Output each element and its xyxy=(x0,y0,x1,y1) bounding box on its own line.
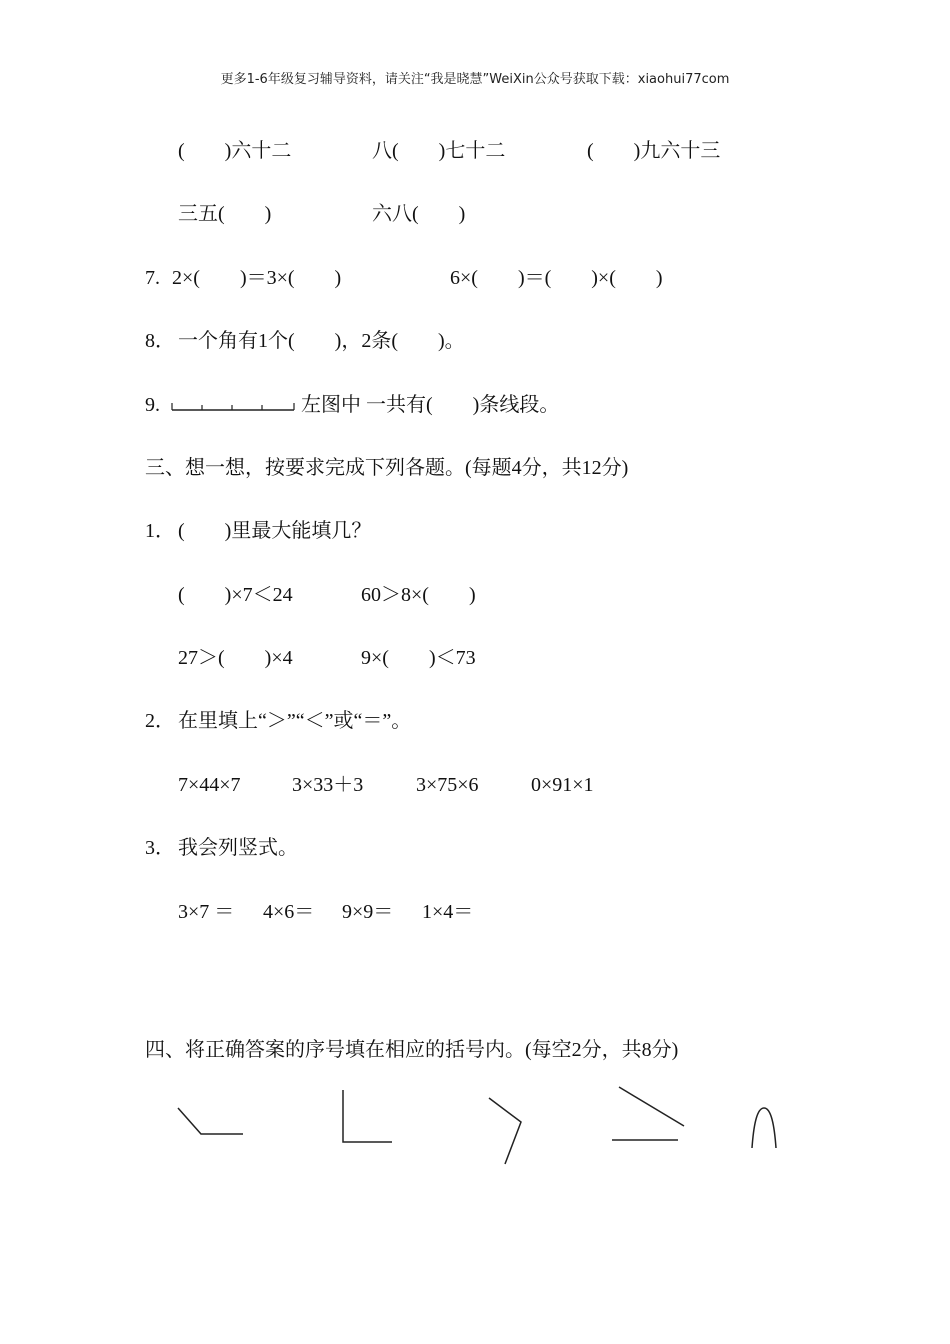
question-8-text: 一个角有1个( )，2条( )。 xyxy=(178,330,465,352)
figure-right-angle xyxy=(343,1090,392,1142)
s3-question-3-text: 我会列竖式。 xyxy=(178,837,298,859)
fill-item-5: 六八( ) xyxy=(372,203,466,225)
figure-obtuse-angle xyxy=(178,1108,243,1134)
question-7-part-b: 6×( )＝( )×( ) xyxy=(450,267,663,289)
fill-item-4: 三五( ) xyxy=(178,203,272,225)
angle-figures xyxy=(0,1070,950,1180)
s3-q1-item-3: 27＞( )×4 xyxy=(178,647,293,669)
s3-q3-item-1: 3×7 ＝ xyxy=(178,901,235,923)
s3-q1-item-4: 9×( )＜73 xyxy=(361,647,476,669)
s3-q3-item-2: 4×6＝ xyxy=(263,901,315,923)
s3-question-2-text: 在里填上“＞”“＜”或“＝”。 xyxy=(178,710,412,732)
figure-acute-angle xyxy=(489,1098,521,1164)
page-header: 更多1-6年级复习辅导资料，请关注“我是晓慧”WeiXin公众号获取下载：xiaohui77com xyxy=(220,72,730,87)
s3-question-3-number: 3． xyxy=(145,837,175,859)
s3-q3-item-4: 1×4＝ xyxy=(422,901,474,923)
section-4-title: 四、将正确答案的序号填在相应的括号内。(每空2分，共8分) xyxy=(145,1039,679,1061)
s3-question-1-number: 1． xyxy=(145,520,175,542)
s3-question-1-text: ( )里最大能填几？ xyxy=(178,520,372,542)
s3-q2-item-3: 3×75×6 xyxy=(416,774,479,796)
s3-q3-item-3: 9×9＝ xyxy=(342,901,394,923)
s3-q2-item-4: 0×91×1 xyxy=(531,774,594,796)
question-9-number: 9. xyxy=(145,394,160,416)
figure-slanted-line xyxy=(619,1087,684,1126)
s3-q2-item-1: 7×44×7 xyxy=(178,774,241,796)
question-8-number: 8． xyxy=(145,330,175,352)
question-7-number: 7. xyxy=(145,267,160,289)
question-9-text: 左图中 一共有( )条线段。 xyxy=(301,394,560,416)
s3-question-2-number: 2． xyxy=(145,710,175,732)
figure-curved-shape xyxy=(752,1108,776,1148)
fill-item-3: ( )九六十三 xyxy=(587,140,721,162)
s3-q2-item-2: 3×33＋3 xyxy=(292,774,364,796)
question-7-part-a: 2×( )＝3×( ) xyxy=(172,267,342,289)
s3-q1-item-1: ( )×7＜24 xyxy=(178,584,293,606)
fill-item-2: 八( )七十二 xyxy=(372,140,506,162)
section-3-title: 三、想一想，按要求完成下列各题。(每题4分，共12分) xyxy=(145,457,629,479)
fill-item-1: ( )六十二 xyxy=(178,140,292,162)
line-segment-figure xyxy=(170,396,298,414)
s3-q1-item-2: 60＞8×( ) xyxy=(361,584,476,606)
